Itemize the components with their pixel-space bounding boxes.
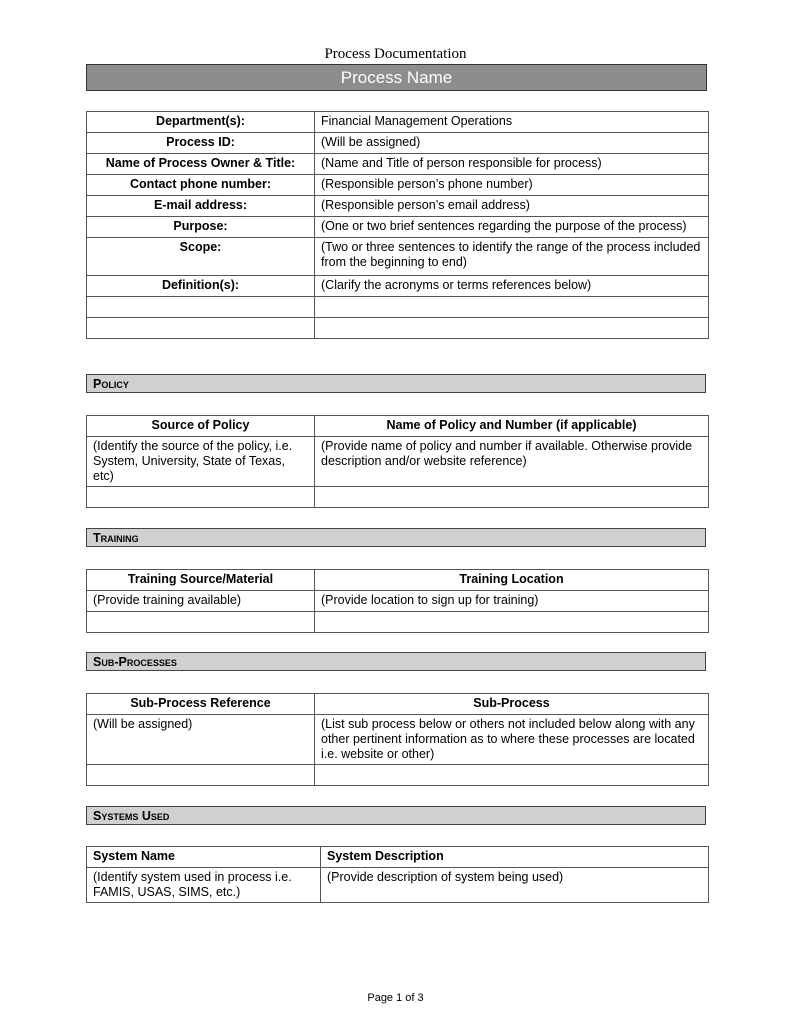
info-label: Contact phone number: xyxy=(87,175,315,196)
table-cell: (Identify system used in process i.e. FAMIS, USAS, SIMS, etc.) xyxy=(87,868,321,903)
empty-cell xyxy=(87,318,315,339)
empty-cell xyxy=(87,765,315,786)
table-row xyxy=(87,612,709,633)
column-header: Source of Policy xyxy=(87,416,315,437)
page-number: Page 1 of 3 xyxy=(367,992,424,1004)
table-header-row xyxy=(87,694,709,715)
empty-cell xyxy=(315,487,709,508)
training-table xyxy=(86,569,709,633)
table-row xyxy=(87,318,709,339)
table-cell: (Provide location to sign up for training) xyxy=(315,591,709,612)
section-header-sub-processes xyxy=(86,652,706,671)
table-header-row xyxy=(87,570,709,591)
section-title: Policy xyxy=(93,377,129,391)
table-header-row xyxy=(87,847,709,868)
table-row xyxy=(87,175,709,196)
info-label: Purpose: xyxy=(87,217,315,238)
empty-cell xyxy=(87,487,315,508)
column-header: System Description xyxy=(321,847,709,868)
empty-cell xyxy=(315,318,709,339)
table-cell: (List sub process below or others not included below along with any other pertinent information as to where these processes are located i.e. website or other) xyxy=(315,715,709,765)
info-value: (Responsible person’s phone number) xyxy=(315,175,709,196)
info-label: Department(s): xyxy=(87,112,315,133)
table-row xyxy=(87,276,709,297)
info-label: Name of Process Owner & Title: xyxy=(87,154,315,175)
process-name-banner: Process Name xyxy=(86,64,707,91)
info-value: Financial Management Operations xyxy=(315,112,709,133)
info-value: (Clarify the acronyms or terms references below) xyxy=(315,276,709,297)
info-value: (Responsible person’s email address) xyxy=(315,196,709,217)
table-row xyxy=(87,437,709,487)
section-header-training xyxy=(86,528,706,547)
table-row xyxy=(87,112,709,133)
empty-cell xyxy=(87,612,315,633)
info-value: (Name and Title of person responsible for process) xyxy=(315,154,709,175)
policy-table xyxy=(86,415,709,508)
table-cell: (Will be assigned) xyxy=(87,715,315,765)
empty-cell xyxy=(315,297,709,318)
table-row xyxy=(87,154,709,175)
table-row xyxy=(87,133,709,154)
table-row xyxy=(87,591,709,612)
table-row xyxy=(87,868,709,903)
column-header: Sub-Process Reference xyxy=(87,694,315,715)
process-info-table xyxy=(86,111,709,339)
column-header: Training Location xyxy=(315,570,709,591)
sub-processes-table xyxy=(86,693,709,786)
table-row xyxy=(87,217,709,238)
column-header: System Name xyxy=(87,847,321,868)
table-row xyxy=(87,238,709,276)
table-cell: (Provide training available) xyxy=(87,591,315,612)
section-header-policy xyxy=(86,374,706,393)
section-title: Training xyxy=(93,531,139,545)
table-cell: (Provide description of system being used) xyxy=(321,868,709,903)
info-label: E-mail address: xyxy=(87,196,315,217)
table-row xyxy=(87,765,709,786)
section-title: Sub-Processes xyxy=(93,655,177,669)
info-value: (Two or three sentences to identify the range of the process included from the beginning to end) xyxy=(315,238,709,276)
info-label: Definition(s): xyxy=(87,276,315,297)
table-row xyxy=(87,297,709,318)
info-label: Scope: xyxy=(87,238,315,276)
table-header-row xyxy=(87,416,709,437)
empty-cell xyxy=(87,297,315,318)
table-row xyxy=(87,196,709,217)
info-label: Process ID: xyxy=(87,133,315,154)
empty-cell xyxy=(315,765,709,786)
section-title: Systems Used xyxy=(93,809,170,823)
table-cell: (Identify the source of the policy, i.e. System, University, State of Texas, etc) xyxy=(87,437,315,487)
table-cell: (Provide name of policy and number if available. Otherwise provide description and/or website reference) xyxy=(315,437,709,487)
column-header: Training Source/Material xyxy=(87,570,315,591)
table-row xyxy=(87,487,709,508)
document-title: Process Documentation xyxy=(324,46,467,62)
info-value: (Will be assigned) xyxy=(315,133,709,154)
info-value: (One or two brief sentences regarding the purpose of the process) xyxy=(315,217,709,238)
table-row xyxy=(87,715,709,765)
systems-table xyxy=(86,846,709,903)
column-header: Sub-Process xyxy=(315,694,709,715)
column-header: Name of Policy and Number (if applicable) xyxy=(315,416,709,437)
section-header-systems-used xyxy=(86,806,706,825)
empty-cell xyxy=(315,612,709,633)
